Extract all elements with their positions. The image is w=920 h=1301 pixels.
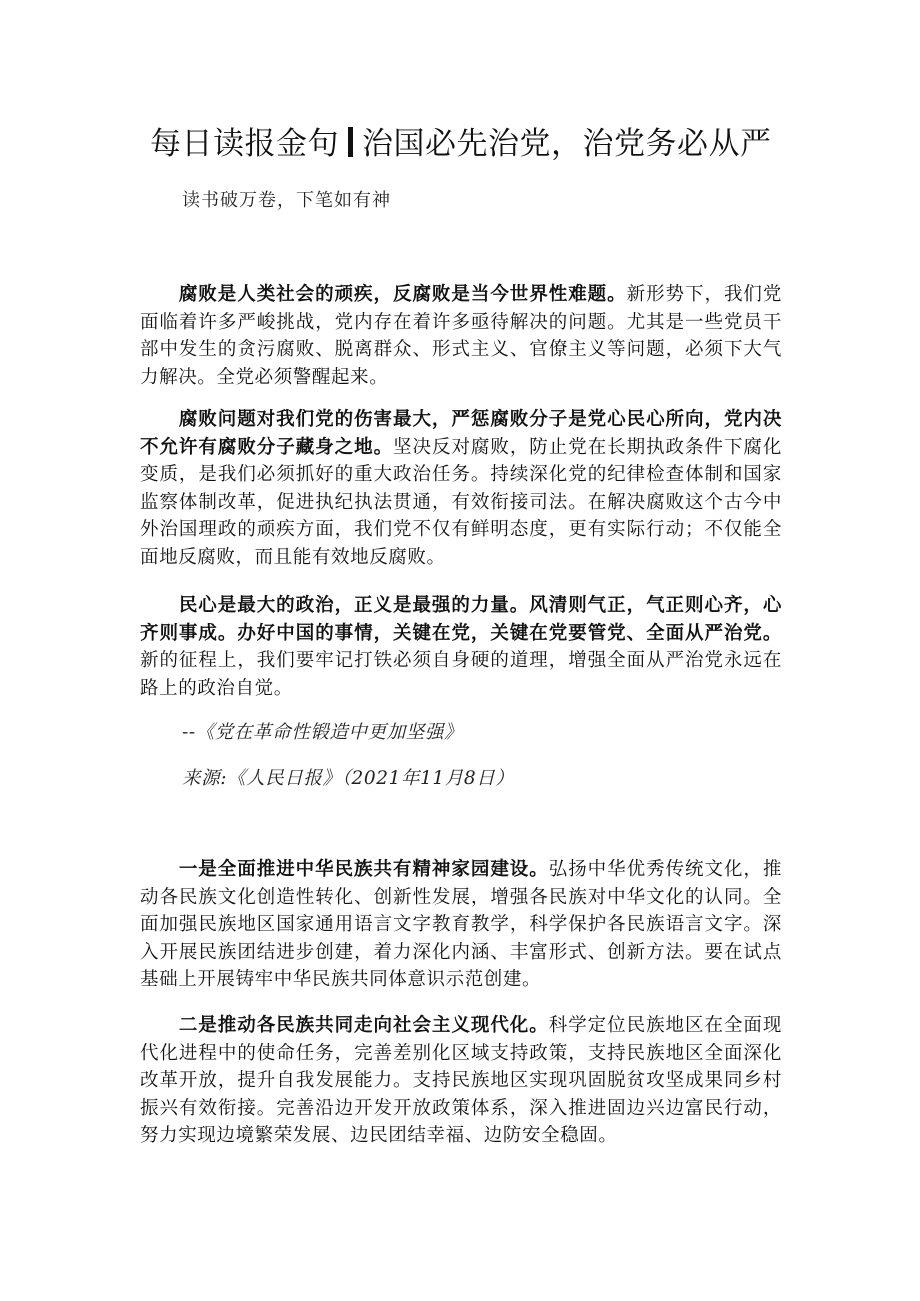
title-right: 治国必先治党，治党务必从严 [362,126,772,162]
title-left: 每日读报金句 [150,126,339,162]
paragraph-5-lead: 二是推动各民族共同走向社会主义现代化。 [178,1015,549,1036]
paragraph-4-lead: 一是全面推进中华民族共有精神家园建设。 [178,859,549,880]
paragraph-3 [140,592,782,702]
title-separator-bar [348,127,353,157]
paragraph-3-lead: 民心是最大的政治，正义是最强的力量。风清则气正，气正则心齐，心齐则事成。办好中国的事情，关键在党，关键在党要管党、全面从严治党。 [140,595,782,644]
paragraph-1-body: 新形势下，我们党面临着许多严峻挑战，党内存在着许多亟待解决的问题。尤其是一些党员干部中发生的贪污腐败、脱离群众、形式主义、官僚主义等问题，必须下大气力解决。全党必须警醒起来。 [140,284,782,388]
paragraph-5 [140,1012,782,1150]
page-title [150,122,790,166]
paragraph-2 [140,406,782,571]
paragraph-1 [140,281,782,391]
paragraph-5-body: 科学定位民族地区在全面现代化进程中的使命任务，完善差别化区域支持政策，支持民族地区全面深化改革开放，提升自我发展能力。支持民族地区实现巩固脱贫攻坚成果同乡村振兴有效衔接。完善沿边开发开放政策体系，深入推进固边兴边富民行动，努力实现边境繁荣发展、边民团结幸福、边防安全稳固。 [140,1015,783,1146]
paragraph-2-lead: 腐败问题对我们党的伤害最大，严惩腐败分子是党心民心所向，党内决不允许有腐败分子藏身之地。 [140,409,782,458]
paragraph-2-body: 坚决反对腐败，防止党在长期执政条件下腐化变质，是我们必须抓好的重大政治任务。持续深化党的纪律检查体制和国家监察体制改革，促进执纪执法贯通，有效衔接司法。在解决腐败这个古今中外治国理政的顽疾方面，我们党不仅有鲜明态度，更有实际行动；不仅能全面地反腐败，而且能有效地反腐败。 [140,436,782,568]
paragraph-4-body: 弘扬中华优秀传统文化，推动各民族文化创造性转化、创新性发展，增强各民族对中华文化的认同。全面加强民族地区国家通用语言文字教育教学，科学保护各民族语言文字。深入开展民族团结进步创建，着力深化内涵、丰富形式、创新方法。要在试点基础上开展铸牢中华民族共同体意识示范创建。 [140,859,783,990]
quote-attribution: --《党在革命性锻造中更加坚强》 [182,722,464,743]
paragraph-4 [140,856,782,994]
subtitle: 读书破万卷，下笔如有神 [182,190,391,211]
source-line: 来源:《人民日报》（2021年11月8日） [182,768,515,789]
paragraph-1-lead: 腐败是人类社会的顽疾，反腐败是当今世界性难题。 [178,284,627,305]
paragraph-3-body: 新的征程上，我们要牢记打铁必须自身硬的道理，增强全面从严治党永远在路上的政治自觉。 [140,650,782,699]
